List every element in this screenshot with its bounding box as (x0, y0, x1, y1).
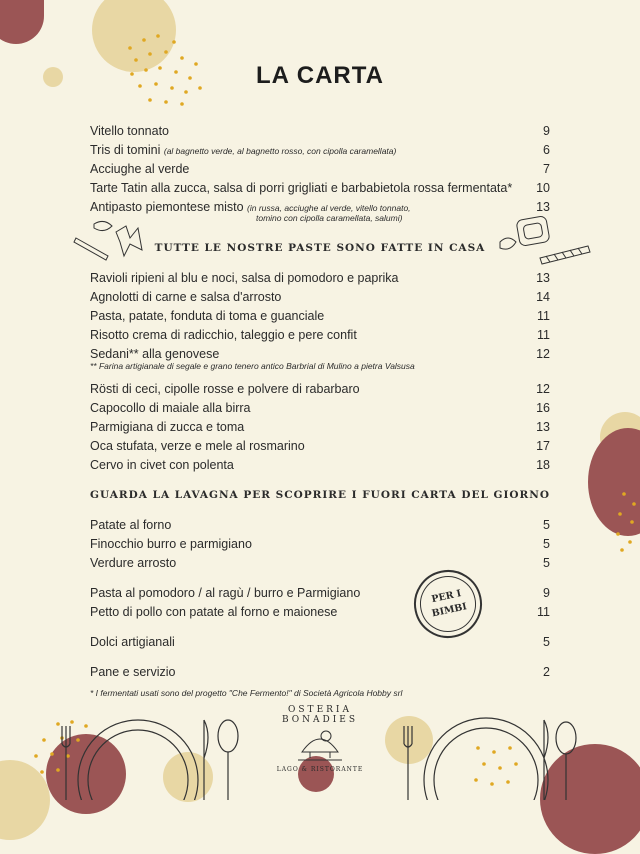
item-note: (al bagnetto verde, al bagnetto rosso, con cipolla caramellata) (163, 146, 397, 156)
list-item: Tris di tomini (al bagnetto verde, al bagnetto rosso, con cipolla caramellata) 6 (90, 143, 550, 157)
footnote-farina: ** Farina artigianale di segale e grano tenero antico Barbrial di Mulino a pietra Valsusa (90, 361, 415, 371)
list-item: Petto di pollo con patate al forno e maionese 11 (90, 605, 550, 619)
list-item: Patate al forno 5 (90, 518, 550, 532)
list-item: Parmigiana di zucca e toma 13 (90, 420, 550, 434)
list-item: Ravioli ripieni al blu e noci, salsa di pomodoro e paprika 13 (90, 271, 550, 285)
list-item: Tarte Tatin alla zucca, salsa di porri grigliati e barbabietola rossa fermentata* 10 (90, 181, 550, 195)
list-item: Pasta al pomodoro / al ragù / burro e Parmigiano 9 (90, 586, 550, 600)
item-note: tomino con cipolla caramellata, salumi) (256, 213, 403, 223)
list-item: Cervo in civet con polenta 18 (90, 458, 550, 472)
list-item: Finocchio burro e parmigiano 5 (90, 537, 550, 551)
table-setting-right-icon (396, 716, 586, 800)
list-item: Vitello tonnato 9 (90, 124, 550, 138)
section-heading: TUTTE LE NOSTRE PASTE SONO FATTE IN CASA (154, 242, 486, 254)
list-item: Verdure arrosto 5 (90, 556, 550, 570)
table-setting-left-icon (58, 716, 248, 800)
list-item: Acciughe al verde 7 (90, 162, 550, 176)
list-item: Pane e servizio 2 (90, 665, 550, 679)
footnote-fermentati: * I fermentati usati sono del progetto "Che Fermento!" di Società Agricola Hobby srl (90, 688, 403, 698)
pasta-sketch-left-icon (72, 216, 152, 266)
list-item: Antipasto piemontese misto (in russa, acciughe al verde, vitello tonnato, 13 (90, 200, 550, 214)
list-item: Risotto crema di radicchio, taleggio e pere confit 11 (90, 328, 550, 342)
page-title: LA CARTA (256, 62, 384, 89)
item-note: (in russa, acciughe al verde, vitello tonnato, (247, 203, 411, 213)
logo-mark-icon (296, 722, 344, 764)
decor-circle-wine (0, 0, 44, 44)
kids-stamp: PER I BIMBI (408, 564, 489, 645)
list-item: Agnolotti di carne e salsa d'arrosto 14 (90, 290, 550, 304)
section-heading: GUARDA LA LAVAGNA PER SCOPRIRE I FUORI CARTA DEL GIORNO (89, 489, 550, 501)
list-item: Capocollo di maiale alla birra 16 (90, 401, 550, 415)
list-item: Pasta, patate, fonduta di toma e guanciale 11 (90, 309, 550, 323)
list-item: Sedani** alla genovese 12 (90, 347, 550, 361)
list-item: Oca stufata, verze e mele al rosmarino 17 (90, 439, 550, 453)
list-item: Rösti di ceci, cipolle rosse e polvere di rabarbaro 12 (90, 382, 550, 396)
logo-subtitle: LAGO & RISTORANTE (276, 766, 364, 773)
logo-name: OSTERIA BONADIES (281, 705, 359, 725)
list-item: Dolci artigianali 5 (90, 635, 550, 649)
pasta-sketch-right-icon (496, 212, 596, 268)
